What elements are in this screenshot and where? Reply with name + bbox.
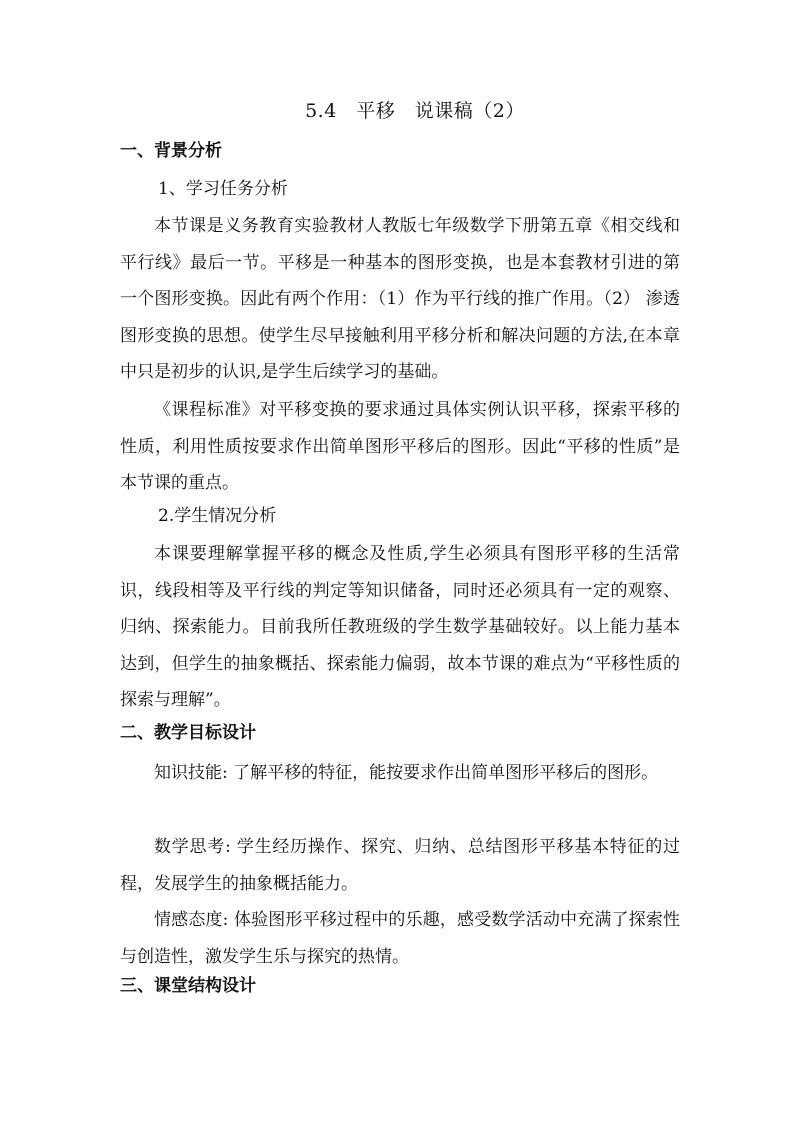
paragraph-emotion-attitude: 情感态度: 体验图形平移过程中的乐趣，感受数学活动中充满了探索性与创造性，激发学生乐与探究的热情。 (120, 910, 680, 967)
document-title: 5.4 平移 说课稿（2） (305, 100, 525, 122)
paragraph-curriculum-standard: 《课程标准》对平移变换的要求通过具体实例认识平移，探索平移的性质，利用性质按要求作出简单图形平移后的图形。因此“平移的性质”是本节课的重点。 (120, 400, 680, 494)
section-heading-background: 一、背景分析 (120, 141, 222, 161)
section-heading-class-structure: 三、课堂结构设计 (120, 976, 256, 996)
section-heading-teaching-goals: 二、教学目标设计 (120, 723, 256, 743)
subsection-heading-task-analysis: 1、学习任务分析 (158, 179, 288, 199)
subsection-heading-student-analysis: 2.学生情况分析 (158, 506, 277, 526)
paragraph-task-analysis: 本节课是义务教育实验教材人教版七年级数学下册第五章《相交线和平行线》最后一节。平移是一种基本的图形变换，也是本套教材引进的第一个图形变换。因此有两个作用：（1）作为平行线的推广作用。（2） 渗透图形变换的思想。使学生尽早接触利用平移分析和解决问题的方法,在本章中只是初步的认识,是学生后续学习的基础。 (120, 216, 680, 383)
paragraph-knowledge-skills: 知识技能: 了解平移的特征，能按要求作出简单图形平移后的图形。 (154, 763, 659, 783)
paragraph-math-thinking: 数学思考: 学生经历操作、探究、归纳、总结图形平移基本特征的过程，发展学生的抽象概括能力。 (120, 837, 680, 894)
paragraph-student-analysis: 本课要理解掌握平移的概念及性质,学生必须具有图形平移的生活常识，线段相等及平行线的判定等知识储备，同时还必须具有一定的观察、归纳、探索能力。目前我所任教班级的学生数学基础较好。以上能力基本达到，但学生的抽象概括、探索能力偏弱，故本节课的难点为“平移性质的探索与理解”。 (120, 544, 680, 711)
